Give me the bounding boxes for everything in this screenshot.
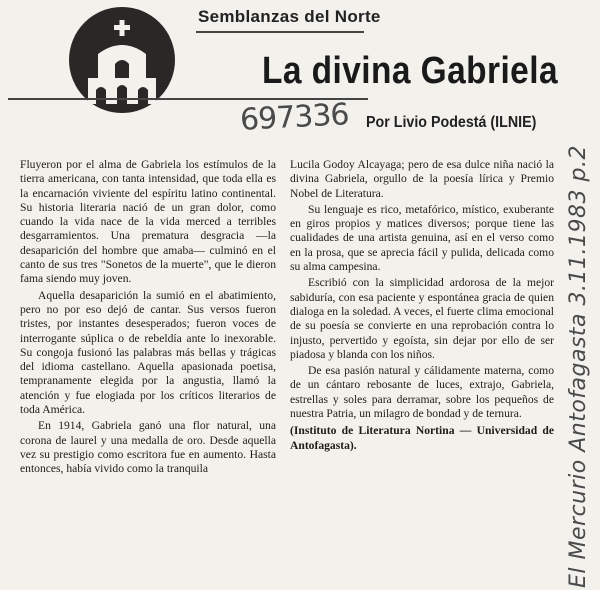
institute-credit: (Instituto de Literatura Nortina — Universidad de Antofagasta). — [290, 424, 554, 452]
article-byline: Por Livio Podestá (ILNIE) — [366, 114, 537, 131]
handwritten-source-note: El Mercurio Antofagasta 3.11.1983 p.2 — [566, 145, 591, 588]
text-column-left — [20, 158, 276, 479]
paragraph: En 1914, Gabriela ganó una flor natural, una corona de laurel y una medalla de oro. Desde aquella vez su prestigio como escritora fue en aumento. Hasta entonces, había vivido como la tranquila — [20, 419, 276, 476]
section-rule — [196, 31, 364, 33]
article-title: La divina Gabriela — [262, 50, 558, 92]
paragraph: Lucila Godoy Alcayaga; pero de esa dulce niña nació la divina Gabriela, orgullo de la poesía lírica y Premio Nobel de Literatura. — [290, 158, 554, 200]
paragraph: De esa pasión natural y cálidamente materna, como de un cántaro rebosante de luces, extrajo, Gabriela, estrellas y soles para derramar, sobre los pequeños de nuestra Patria, un milagro de bondad y de ternura. — [290, 364, 554, 421]
catalog-number-handwritten: 697336 — [239, 97, 350, 138]
paragraph: Escribió con la simplicidad ardorosa de la mejor sabiduría, con esa paciente y espontánea gracia de quien dialoga en la soledad. A veces, el fuerte clima emocional de su poesía se convierte en una reprobación contra lo injusto, pervertido y egoísta, sin dejar por ello de ser piadosa y blanda con los niños. — [290, 276, 554, 361]
paragraph: Aquella desaparición la sumió en el abatimiento, pero no por eso dejó de cantar. Sus versos fueron tristes, por instantes desesperados; fueron voces de interrogante súplica o de rebeldía ante lo inexorable. Su congoja fusionó las palabras más bellas y trágicas del idioma castellano. Aquella apasionada poetisa, tempranamente elegida por la angustia, llamó la atención y fue elogiada por los críticos literarios de toda América. — [20, 288, 276, 417]
section-heading: Semblanzas del Norte — [198, 7, 381, 26]
text-column-right — [290, 158, 554, 455]
paragraph: Fluyeron por el alma de Gabriela los estímulos de la tierra americana, con tanta intensidad, que toda ella es la encarnación viviente del espíritu latino continental. Su historia literaria nació de un gran dolor, como cuando la vida nace de la vida merced a terribles desgarramientos. Una prematura desgracia —la desaparición del hombre que amaba— culminó en el canto de sus tres "Sonetos de la muerte", que le dieron fama siendo muy joven. — [20, 158, 276, 286]
paragraph: Su lenguaje es rico, metafórico, místico, exuberante en giros propios y matices diversos; porque tiene las cualidades de una artista genuina, así en el verso como en la prosa, que se aprecia fácil y pulida, delicada como su alma campesina. — [290, 202, 554, 274]
